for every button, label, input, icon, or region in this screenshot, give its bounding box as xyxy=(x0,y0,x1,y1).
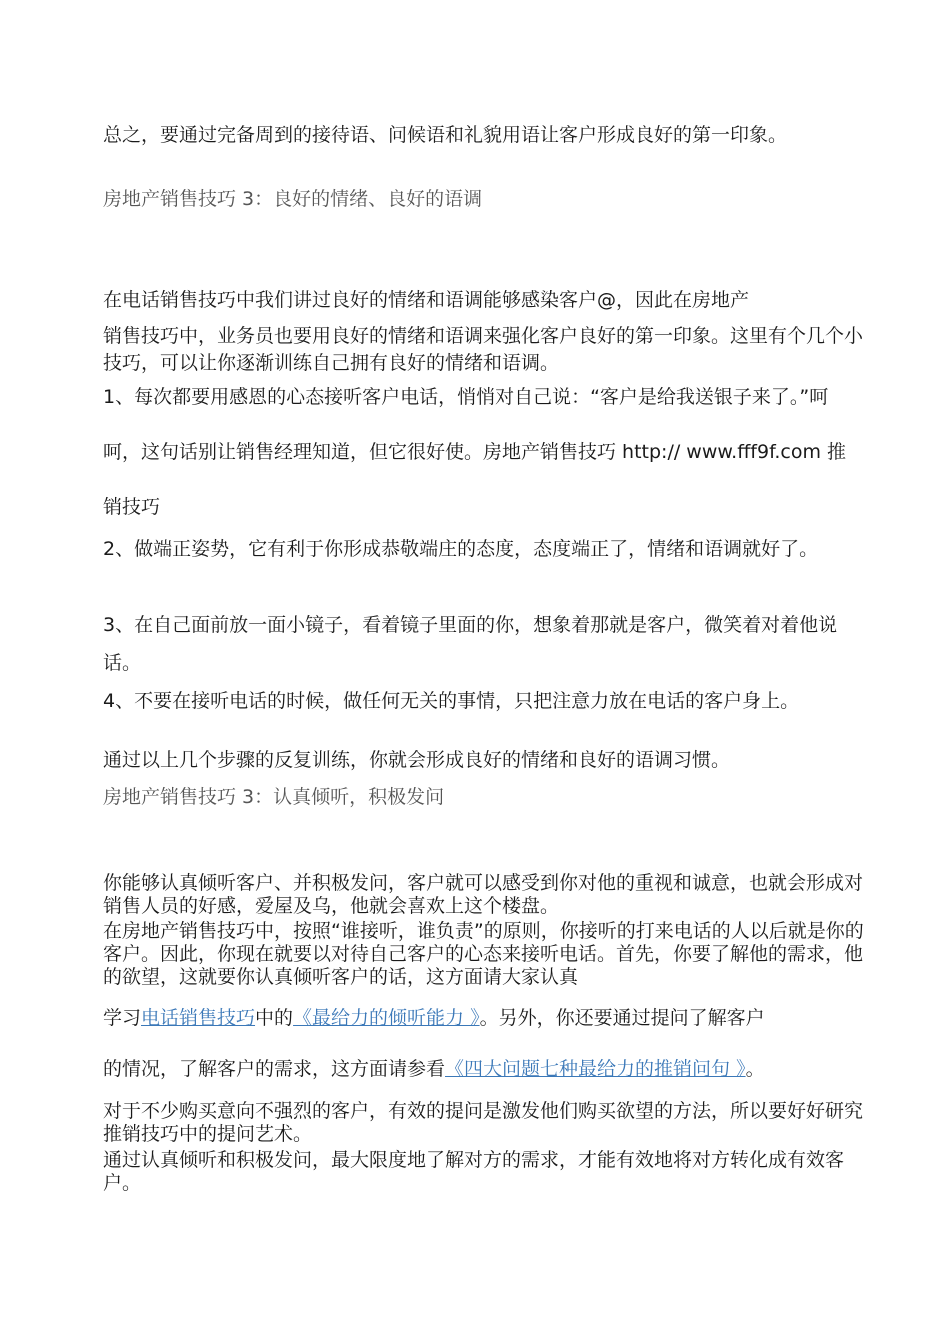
emotion-summary: 通过以上几个步骤的反复训练，你就会形成良好的情绪和良好的语调习惯。 xyxy=(103,749,731,771)
tip-1: 1、每次都要用感恩的心态接听客户电话，悄悄对自己说：“客户是给我送银子来了。”呵呵，这句话别让销售经理知道，但它很好使。房地产销售技巧 http:// www.fff9f.com 推销技巧 xyxy=(103,386,847,518)
text-customer-situation: 的情况，了解客户的需求，这方面请参看 xyxy=(103,1058,446,1080)
listening-paragraph-3: 对于不少购买意向不强烈的客户，有效的提问是激发他们购买欲望的方法，所以要好好研究推销技巧中的提问艺术。 xyxy=(103,1100,864,1145)
tip-3: 3、在自己面前放一面小镜子，看着镜子里面的你，想象着那就是客户，微笑着对着他说话。 xyxy=(103,614,838,674)
text-study: 学习 xyxy=(103,1007,142,1029)
section-heading-listening: 房地产销售技巧 3：认真倾听，积极发问 xyxy=(103,786,445,808)
listening-paragraph-2-line4 xyxy=(103,1005,865,1031)
tip-2: 2、做端正姿势，它有利于你形成恭敬端庄的态度，态度端正了，情绪和语调就好了。 xyxy=(103,538,819,560)
text-period: 。 xyxy=(745,1058,765,1080)
tip-4: 4、不要在接听电话的时候，做任何无关的事情，只把注意力放在电话的客户身上。 xyxy=(103,690,800,712)
link-phone-sales-skills[interactable]: 电话销售技巧 xyxy=(141,1007,256,1029)
section-heading-emotion: 房地产销售技巧 3：良好的情绪、良好的语调 xyxy=(103,188,483,210)
emotion-paragraph-rest: 销售技巧中，业务员也要用良好的情绪和语调来强化客户良好的第一印象。这里有个几个小技巧，可以让你逐渐训练自己拥有良好的情绪和语调。 xyxy=(103,325,864,374)
listening-paragraph-2: 在房地产销售技巧中，按照“谁接听，谁负责”的原则，你接听的打来电话的人以后就是你的客户。因此，你现在就要以对待自己客户的心态来接听电话。首先，你要了解他的需求，他的欲望，这就要你认真倾听客户的话，这方面请大家认真 xyxy=(103,920,864,988)
link-listening-ability[interactable]: 《最给力的倾听能力 》 xyxy=(293,1007,480,1029)
link-sales-questions[interactable]: 《四大问题七种最给力的推销问句 》 xyxy=(445,1058,746,1080)
intro-paragraph: 总之，要通过完备周到的接待语、问候语和礼貌用语让客户形成良好的第一印象。 xyxy=(103,124,788,146)
listening-paragraph-1: 你能够认真倾听客户、并积极发问，客户就可以感受到你对他的重视和诚意，也就会形成对销售人员的好感，爱屋及乌，他就会喜欢上这个楼盘。 xyxy=(103,872,864,917)
emotion-paragraph-line1: 在电话销售技巧中我们讲过良好的情绪和语调能够感染客户@，因此在房地产 xyxy=(103,289,750,311)
listening-paragraph-2-line5 xyxy=(103,1056,865,1082)
text-also-ask: 。另外，你还要通过提问了解客户 xyxy=(479,1007,765,1029)
listening-paragraph-4: 通过认真倾听和积极发问，最大限度地了解对方的需求，才能有效地将对方转化成有效客户。 xyxy=(103,1149,845,1194)
text-of: 中的 xyxy=(255,1007,294,1029)
